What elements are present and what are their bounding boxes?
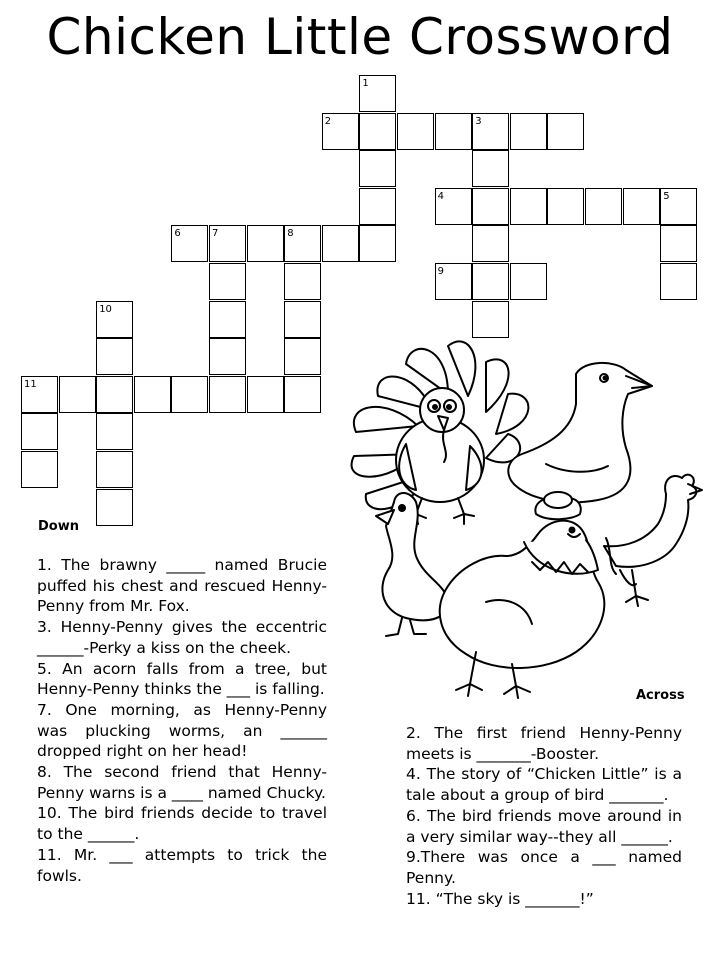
grid-cell[interactable] xyxy=(96,413,133,450)
grid-cell[interactable] xyxy=(284,376,321,413)
clue-number: 11 xyxy=(24,378,37,390)
across-clue-11: 11. “The sky is _______!” xyxy=(406,889,594,908)
clue-number: 4 xyxy=(437,190,444,202)
grid-cell[interactable] xyxy=(472,301,509,338)
down-clue-list xyxy=(37,555,327,886)
grid-cell[interactable] xyxy=(96,376,133,413)
across-heading: Across xyxy=(636,688,685,703)
grid-cell[interactable] xyxy=(322,225,359,262)
grid-cell[interactable] xyxy=(359,113,396,150)
clue-number: 3 xyxy=(475,115,482,127)
grid-cell[interactable] xyxy=(96,489,133,526)
grid-cell[interactable] xyxy=(623,188,660,225)
grid-cell[interactable] xyxy=(585,188,622,225)
down-heading: Down xyxy=(38,519,79,534)
down-clue-7: 7. One morning, as Henny-Penny was plucking worms, an ______ dropped right on her head! xyxy=(37,700,327,761)
grid-cell[interactable] xyxy=(209,263,246,300)
across-clue-list xyxy=(406,723,682,909)
bird-friends-illustration xyxy=(336,334,720,704)
grid-cell[interactable] xyxy=(59,376,96,413)
grid-cell[interactable] xyxy=(359,150,396,187)
grid-cell[interactable] xyxy=(547,113,584,150)
grid-cell[interactable] xyxy=(209,376,246,413)
grid-cell[interactable] xyxy=(435,113,472,150)
grid-cell[interactable] xyxy=(96,451,133,488)
grid-cell[interactable] xyxy=(359,225,396,262)
turkey-illustration xyxy=(352,341,529,524)
grid-cell[interactable] xyxy=(472,225,509,262)
goose-illustration xyxy=(508,363,652,502)
grid-cell[interactable] xyxy=(547,188,584,225)
grid-cell[interactable] xyxy=(171,376,208,413)
clue-number: 9 xyxy=(437,266,444,277)
across-clue-2: 2. The first friend Henny-Penny meets is _______-Booster. xyxy=(406,724,682,763)
across-clue-6: 6. The bird friends move around in a very similar way--they all ______. xyxy=(406,806,682,846)
clue-number: 8 xyxy=(287,228,294,240)
grid-cell[interactable] xyxy=(397,113,434,150)
clue-number: 10 xyxy=(99,303,112,315)
grid-cell[interactable] xyxy=(660,263,697,300)
across-clue-4: 4. The story of “Chicken Little” is a tale about a group of bird _______. xyxy=(406,765,682,805)
clue-number: 5 xyxy=(663,190,670,202)
grid-cell[interactable] xyxy=(247,376,284,413)
grid-cell[interactable] xyxy=(284,338,321,375)
down-clue-3: 3. Henny-Penny gives the eccentric ______-Perky a kiss on the cheek. xyxy=(37,618,327,657)
down-clue-11: 11. Mr. ___ attempts to trick the fowls. xyxy=(37,845,327,885)
grid-cell[interactable] xyxy=(510,113,547,150)
down-clue-1: 1. The brawny _____ named Brucie puffed his chest and rescued Henny-Penny from Mr. Fox. xyxy=(37,556,327,616)
rooster-illustration xyxy=(604,475,702,606)
grid-cell[interactable] xyxy=(247,225,284,262)
grid-cell[interactable] xyxy=(472,188,509,225)
grid-cell[interactable] xyxy=(510,188,547,225)
clue-number: 1 xyxy=(362,78,369,89)
down-clue-10: 10. The bird friends decide to travel to the ______. xyxy=(37,804,327,844)
grid-cell[interactable] xyxy=(209,301,246,338)
grid-cell[interactable] xyxy=(284,301,321,338)
grid-cell[interactable] xyxy=(96,338,133,375)
clue-number: 7 xyxy=(212,228,219,240)
across-clue-9: 9.There was once a ___ named Penny. xyxy=(406,848,682,887)
page-title: Chicken Little Crossword xyxy=(46,8,674,66)
grid-cell[interactable] xyxy=(359,188,396,225)
clue-number: 2 xyxy=(324,115,332,127)
grid-cell[interactable] xyxy=(134,376,171,413)
grid-cell[interactable] xyxy=(21,451,58,488)
grid-cell[interactable] xyxy=(472,150,509,187)
grid-cell[interactable] xyxy=(21,413,58,450)
clue-number: 6 xyxy=(174,228,181,240)
grid-cell[interactable] xyxy=(472,263,509,300)
duck-illustration xyxy=(376,493,448,636)
down-clue-8: 8. The second friend that Henny-Penny warns is a ____ named Chucky. xyxy=(37,763,327,802)
grid-cell[interactable] xyxy=(660,225,697,262)
grid-cell[interactable] xyxy=(209,338,246,375)
down-clue-5: 5. An acorn falls from a tree, but Henny-Penny thinks the ___ is falling. xyxy=(37,659,327,699)
grid-cell[interactable] xyxy=(510,263,547,300)
grid-cell[interactable] xyxy=(284,263,321,300)
